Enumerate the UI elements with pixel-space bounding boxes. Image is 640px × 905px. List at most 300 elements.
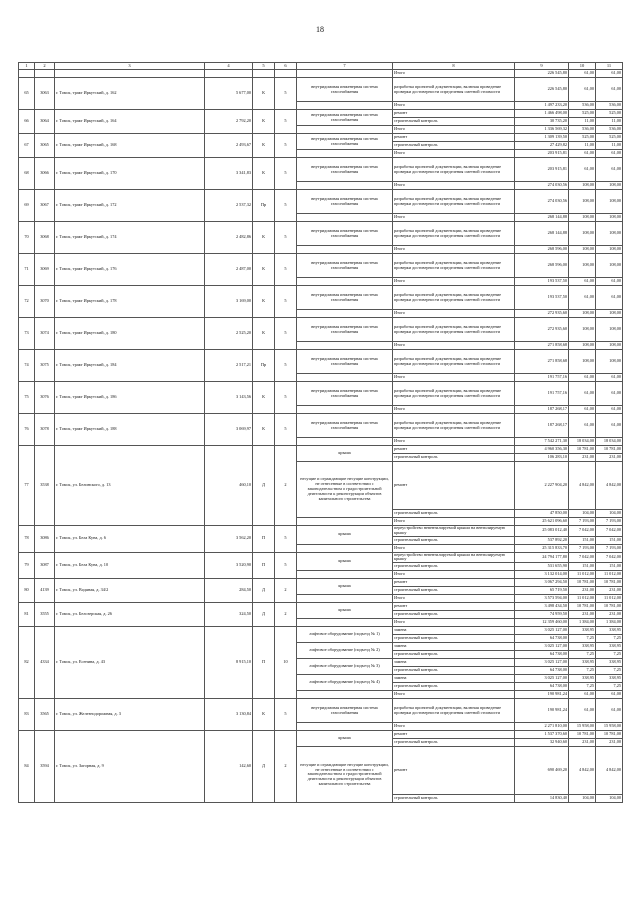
repair-system <box>297 406 393 414</box>
max-unit-cost: 108,00 <box>596 342 623 350</box>
max-unit-cost: 108,00 <box>596 310 623 318</box>
max-unit-cost: 7 042,00 <box>596 526 623 537</box>
work-type: переустройство невентилируемой крыши на вентилируемую крышу <box>393 552 515 563</box>
cost-value: 12 359 460,00 <box>515 619 569 627</box>
repair-system: внутридомовая инженерная система газоснабжения <box>297 190 393 214</box>
unit-cost: 7 193,00 <box>569 518 596 526</box>
column-number-4: 4 <box>205 63 253 70</box>
cost-value: 226 545,80 <box>515 78 569 102</box>
unit-cost: 108,00 <box>569 246 596 254</box>
unit-cost: 231,00 <box>569 611 596 619</box>
unit-cost: 61,00 <box>569 78 596 102</box>
house-row <box>19 222 623 246</box>
repair-system <box>297 310 393 318</box>
house-area: 142,60 <box>205 731 253 803</box>
unit-cost: 11,00 <box>569 118 596 126</box>
unit-cost: 7,25 <box>569 667 596 675</box>
work-type: ремонт <box>393 110 515 118</box>
max-unit-cost: 7 193,00 <box>596 518 623 526</box>
house-id: 3076 <box>35 382 55 414</box>
wall-material: К <box>253 286 275 318</box>
house-row <box>19 552 623 563</box>
unit-cost: 7,25 <box>569 635 596 643</box>
cost-value: 1 336 569,32 <box>515 126 569 134</box>
house-address: г. Томск, тракт Иркутский, д. 186 <box>55 382 205 414</box>
work-type: строительный контроль <box>393 739 515 747</box>
page-number: 18 <box>316 25 324 34</box>
empty-cell <box>253 70 275 78</box>
max-unit-cost: 61,00 <box>596 278 623 286</box>
cost-value: 64 738,00 <box>515 667 569 675</box>
cost-value: 1 497 233,20 <box>515 102 569 110</box>
work-type: Итого <box>393 126 515 134</box>
house-id: 3074 <box>35 318 55 350</box>
work-type: Итого <box>393 246 515 254</box>
work-type: Итого <box>393 691 515 699</box>
max-unit-cost: 108,00 <box>596 222 623 246</box>
work-type: замена <box>393 627 515 635</box>
unit-cost: 18 034,00 <box>569 438 596 446</box>
house-area: 8 915,10 <box>205 627 253 699</box>
empty-cell <box>35 70 55 78</box>
cost-value: 271 858,68 <box>515 342 569 350</box>
house-row <box>19 190 623 214</box>
repair-system: лифтовое оборудование (подъезд № 4) <box>297 675 393 691</box>
repair-system: крыша <box>297 552 393 571</box>
unit-cost: 108,00 <box>569 214 596 222</box>
cost-value: 3 025 127,00 <box>515 675 569 683</box>
row-number: 74 <box>19 350 35 382</box>
row-number: 69 <box>19 190 35 222</box>
cost-value: 191 757,16 <box>515 382 569 406</box>
house-id: 4334 <box>35 627 55 699</box>
work-type: ремонт <box>393 462 515 510</box>
floor-count: 5 <box>275 526 297 553</box>
work-type: Итого <box>393 310 515 318</box>
cost-value: 14 830,40 <box>515 795 569 803</box>
work-type: Итого <box>393 438 515 446</box>
floor-count: 5 <box>275 414 297 446</box>
unit-cost: 151,00 <box>569 563 596 571</box>
cost-value: 4 960 356,30 <box>515 446 569 454</box>
repair-system: крыша <box>297 446 393 462</box>
work-type: строительный контроль <box>393 536 515 544</box>
unit-cost: 7 042,00 <box>569 526 596 537</box>
wall-material: К <box>253 382 275 414</box>
house-address: г. Томск, тракт Иркутский, д. 180 <box>55 318 205 350</box>
column-number-7: 7 <box>297 63 393 70</box>
max-unit-cost: 231,00 <box>596 611 623 619</box>
wall-material: К <box>253 699 275 731</box>
unit-cost: 536,00 <box>569 126 596 134</box>
max-unit-cost: 61,00 <box>596 286 623 310</box>
max-unit-cost: 104,00 <box>596 510 623 518</box>
house-id: 3075 <box>35 350 55 382</box>
floor-count: 5 <box>275 134 297 158</box>
house-row <box>19 254 623 278</box>
house-address: г. Томск, тракт Иркутский, д. 172 <box>55 190 205 222</box>
max-unit-cost: 61,00 <box>596 691 623 699</box>
floor-count: 5 <box>275 318 297 350</box>
repair-system: крыша <box>297 526 393 545</box>
unit-cost: 7 193,00 <box>569 544 596 552</box>
house-row <box>19 603 623 611</box>
house-id: 3594 <box>35 731 55 803</box>
repair-system: крыша <box>297 731 393 747</box>
repair-system: внутридомовая инженерная система газоснабжения <box>297 110 393 126</box>
cost-value: 531 655,90 <box>515 563 569 571</box>
max-unit-cost: 61,00 <box>596 699 623 723</box>
house-row <box>19 286 623 310</box>
floor-count: 5 <box>275 382 297 414</box>
repair-system: внутридомовая инженерная система газоснабжения <box>297 134 393 150</box>
max-unit-cost: 11 012,00 <box>596 571 623 579</box>
house-id: 3070 <box>35 286 55 318</box>
cost-value: 30 735,20 <box>515 118 569 126</box>
empty-cell <box>205 70 253 78</box>
repair-system <box>297 102 393 110</box>
unit-cost: 10 781,00 <box>569 446 596 454</box>
repair-system: несущие и ограждающие несущие конструкции, не отнесенные в соответствии с законодательством о градостроительной деятельности к реконструкции объектов капитального строительства <box>297 747 393 803</box>
unit-cost: 231,00 <box>569 454 596 462</box>
cost-value: 106 283,10 <box>515 454 569 462</box>
floor-count: 5 <box>275 552 297 579</box>
cost-value: 268 596,00 <box>515 246 569 254</box>
cost-value: 47 850,00 <box>515 510 569 518</box>
max-unit-cost: 525,00 <box>596 110 623 118</box>
work-type: Итого <box>393 102 515 110</box>
unit-cost: 61,00 <box>569 150 596 158</box>
house-area: 284,50 <box>205 579 253 603</box>
repair-system: внутридомовая инженерная система газоснабжения <box>297 382 393 406</box>
max-unit-cost: 7,25 <box>596 635 623 643</box>
work-type: ремонт <box>393 603 515 611</box>
column-number-11: 11 <box>596 63 623 70</box>
cost-value: 537 892,20 <box>515 536 569 544</box>
cost-value: 1 309 139,50 <box>515 134 569 142</box>
unit-cost: 11 012,00 <box>569 571 596 579</box>
max-unit-cost: 108,00 <box>596 246 623 254</box>
cost-value: 64 738,00 <box>515 683 569 691</box>
cost-value: 27 429,82 <box>515 142 569 150</box>
house-row <box>19 446 623 454</box>
max-unit-cost: 10 781,00 <box>596 446 623 454</box>
house-id: 3065 <box>35 134 55 158</box>
max-unit-cost: 1 384,00 <box>596 619 623 627</box>
unit-cost: 10 781,00 <box>569 579 596 587</box>
wall-material: К <box>253 110 275 134</box>
house-area: 5 677,00 <box>205 78 253 110</box>
cost-value: 1 466 498,00 <box>515 110 569 118</box>
unit-cost: 108,00 <box>569 342 596 350</box>
house-area: 2 537,32 <box>205 190 253 222</box>
work-type: Итого <box>393 342 515 350</box>
cost-value: 203 915,81 <box>515 158 569 182</box>
house-area: 2 487,00 <box>205 254 253 286</box>
floor-count: 5 <box>275 254 297 286</box>
row-number: 78 <box>19 526 35 553</box>
unit-cost: 104,00 <box>569 510 596 518</box>
cost-value: 271 858,68 <box>515 350 569 374</box>
max-unit-cost: 18 034,00 <box>596 438 623 446</box>
unit-cost: 61,00 <box>569 278 596 286</box>
cost-value: 25 621 096,60 <box>515 518 569 526</box>
cost-value: 191 757,16 <box>515 374 569 382</box>
work-type: разработка проектной документации, включая проведение проверки достоверности определения сметной стоимости <box>393 254 515 278</box>
repair-system <box>297 374 393 382</box>
house-area: 3 143,56 <box>205 382 253 414</box>
unit-cost: 338,95 <box>569 659 596 667</box>
max-unit-cost: 108,00 <box>596 350 623 374</box>
cost-value: 64 738,00 <box>515 635 569 643</box>
floor-count: 5 <box>275 78 297 110</box>
cost-value: 268 596,00 <box>515 254 569 278</box>
cost-value: 64 738,00 <box>515 651 569 659</box>
unit-cost: 231,00 <box>569 587 596 595</box>
cost-value: 187 268,17 <box>515 406 569 414</box>
row-number: 65 <box>19 78 35 110</box>
work-type: ремонт <box>393 446 515 454</box>
row-number: 81 <box>19 603 35 627</box>
row-number: 71 <box>19 254 35 286</box>
cost-value: 226 545,80 <box>515 70 569 78</box>
house-area: 3 562,20 <box>205 526 253 553</box>
unit-cost: 108,00 <box>569 222 596 246</box>
unit-cost: 525,00 <box>569 134 596 142</box>
work-type: замена <box>393 675 515 683</box>
wall-material: К <box>253 318 275 350</box>
repair-system <box>297 619 393 627</box>
repair-system <box>297 691 393 699</box>
unit-cost: 108,00 <box>569 182 596 190</box>
house-id: 3066 <box>35 158 55 190</box>
unit-cost: 11,00 <box>569 142 596 150</box>
floor-count: 5 <box>275 222 297 254</box>
max-unit-cost: 61,00 <box>596 414 623 438</box>
floor-count: 2 <box>275 579 297 603</box>
work-type: замена <box>393 643 515 651</box>
unit-cost: 10 781,00 <box>569 603 596 611</box>
unit-cost: 61,00 <box>569 382 596 406</box>
max-unit-cost: 151,00 <box>596 563 623 571</box>
cost-value: 3 025 127,00 <box>515 659 569 667</box>
max-unit-cost: 338,95 <box>596 627 623 635</box>
empty-cell <box>19 70 35 78</box>
house-row <box>19 731 623 739</box>
row-number: 84 <box>19 731 35 803</box>
cost-value: 24 794 177,80 <box>515 552 569 563</box>
row-number: 76 <box>19 414 35 446</box>
house-area: 2 493,67 <box>205 134 253 158</box>
house-address: г. Томск, тракт Иркутский, д. 174 <box>55 222 205 254</box>
house-area: 3 130,84 <box>205 699 253 731</box>
max-unit-cost: 61,00 <box>596 150 623 158</box>
max-unit-cost: 525,00 <box>596 134 623 142</box>
house-id: 3063 <box>35 78 55 110</box>
wall-material: Д <box>253 731 275 803</box>
unit-cost: 61,00 <box>569 414 596 438</box>
house-row <box>19 526 623 537</box>
floor-count: 5 <box>275 158 297 190</box>
unit-cost: 4 842,00 <box>569 462 596 510</box>
repair-system: внутридомовая инженерная система газоснабжения <box>297 254 393 278</box>
repair-system <box>297 214 393 222</box>
cost-value: 7 542 271,30 <box>515 438 569 446</box>
max-unit-cost: 104,00 <box>596 795 623 803</box>
row-number: 77 <box>19 446 35 526</box>
repair-system: несущие и ограждающие несущие конструкции, не отнесенные в соответствии с законодательством о градостроительной деятельности к реконструкции объектов капитального строительства <box>297 462 393 518</box>
cost-value: 193 537,50 <box>515 286 569 310</box>
house-address: г. Томск, ул. Бела Куна, д. 6 <box>55 526 205 553</box>
unit-cost: 61,00 <box>569 699 596 723</box>
work-type: ремонт <box>393 747 515 795</box>
max-unit-cost: 4 842,00 <box>596 462 623 510</box>
cost-value: 190 981,24 <box>515 691 569 699</box>
max-unit-cost: 11,00 <box>596 142 623 150</box>
house-area: 2 482,86 <box>205 222 253 254</box>
wall-material: К <box>253 414 275 446</box>
cost-value: 3 067 294,50 <box>515 579 569 587</box>
row-number: 73 <box>19 318 35 350</box>
max-unit-cost: 108,00 <box>596 190 623 214</box>
cost-value: 268 144,88 <box>515 222 569 246</box>
max-unit-cost: 7,25 <box>596 683 623 691</box>
column-number-3: 3 <box>55 63 205 70</box>
work-type: строительный контроль <box>393 510 515 518</box>
cost-value: 25 083 012,40 <box>515 526 569 537</box>
cost-value: 3 498 434,50 <box>515 603 569 611</box>
work-type: разработка проектной документации, включая проведение проверки достоверности определения сметной стоимости <box>393 414 515 438</box>
cost-value: 3 025 127,00 <box>515 627 569 635</box>
max-unit-cost: 4 842,00 <box>596 747 623 795</box>
house-id: 3555 <box>35 603 55 627</box>
cost-value: 74 959,50 <box>515 611 569 619</box>
work-type: Итого <box>393 150 515 158</box>
row-number: 66 <box>19 110 35 134</box>
repair-system: внутридомовая инженерная система газоснабжения <box>297 286 393 310</box>
house-address: г. Томск, ул. Белинского, д. 13 <box>55 446 205 526</box>
house-row <box>19 134 623 142</box>
repair-system <box>297 544 393 552</box>
house-row <box>19 158 623 182</box>
house-id: 3078 <box>35 414 55 446</box>
wall-material: К <box>253 158 275 190</box>
repair-system: внутридомовая инженерная система газоснабжения <box>297 318 393 342</box>
work-type: Итого <box>393 544 515 552</box>
max-unit-cost: 10 781,00 <box>596 579 623 587</box>
work-type: строительный контроль <box>393 587 515 595</box>
row-number: 79 <box>19 552 35 579</box>
unit-cost: 338,95 <box>569 675 596 683</box>
unit-cost: 15 958,00 <box>569 723 596 731</box>
house-address: г. Томск, тракт Иркутский, д. 188 <box>55 414 205 446</box>
work-type: Итого <box>393 278 515 286</box>
repair-system: лифтовое оборудование (подъезд № 3) <box>297 659 393 675</box>
work-type: разработка проектной документации, включая проведение проверки достоверности определения сметной стоимости <box>393 158 515 182</box>
max-unit-cost: 61,00 <box>596 382 623 406</box>
wall-material: К <box>253 134 275 158</box>
wall-material: Пр <box>253 350 275 382</box>
unit-cost: 338,95 <box>569 643 596 651</box>
house-address: г. Томск, тракт Иркутский, д. 170 <box>55 158 205 190</box>
house-row <box>19 78 623 102</box>
house-address: г. Томск, тракт Иркутский, д. 178 <box>55 286 205 318</box>
cost-value: 32 940,60 <box>515 739 569 747</box>
repair-system <box>297 150 393 158</box>
house-row <box>19 699 623 723</box>
cost-value: 3 132 014,00 <box>515 571 569 579</box>
repair-system: внутридомовая инженерная система газоснабжения <box>297 350 393 374</box>
max-unit-cost: 231,00 <box>596 454 623 462</box>
cost-value: 2 271 810,00 <box>515 723 569 731</box>
house-address: г. Томск, ул. Загорная, д. 9 <box>55 731 205 803</box>
house-address: г. Томск, тракт Иркутский, д. 162 <box>55 78 205 110</box>
max-unit-cost: 7,25 <box>596 651 623 659</box>
max-unit-cost: 108,00 <box>596 254 623 278</box>
repair-system <box>297 571 393 579</box>
wall-material: К <box>253 222 275 254</box>
house-id: 4139 <box>35 579 55 603</box>
row-number: 82 <box>19 627 35 699</box>
repair-system: лифтовое оборудование (подъезд № 1) <box>297 627 393 643</box>
row-number: 70 <box>19 222 35 254</box>
max-unit-cost: 11 012,00 <box>596 595 623 603</box>
repair-system: внутридомовая инженерная система газоснабжения <box>297 78 393 102</box>
empty-cell <box>55 70 205 78</box>
floor-count: 2 <box>275 446 297 526</box>
empty-cell <box>297 70 393 78</box>
unit-cost: 61,00 <box>569 374 596 382</box>
floor-count: 5 <box>275 286 297 318</box>
repair-system: лифтовое оборудование (подъезд № 2) <box>297 643 393 659</box>
repair-system: крыша <box>297 579 393 595</box>
row-number: 72 <box>19 286 35 318</box>
wall-material: Д <box>253 579 275 603</box>
total-row <box>19 70 623 78</box>
max-unit-cost: 61,00 <box>596 406 623 414</box>
max-unit-cost: 7 193,00 <box>596 544 623 552</box>
unit-cost: 151,00 <box>569 536 596 544</box>
floor-count: 10 <box>275 627 297 699</box>
work-type: переустройство невентилируемой крыши на вентилируемую крышу <box>393 526 515 537</box>
house-area: 3 341,83 <box>205 158 253 190</box>
cost-value: 3 025 127,00 <box>515 643 569 651</box>
work-type: строительный контроль <box>393 651 515 659</box>
max-unit-cost: 10 781,00 <box>596 731 623 739</box>
repair-system <box>297 595 393 603</box>
floor-count: 5 <box>275 699 297 731</box>
house-address: г. Томск, ул. Железнодорожная, д. 3 <box>55 699 205 731</box>
work-type: разработка проектной документации, включая проведение проверки достоверности определения сметной стоимости <box>393 382 515 406</box>
work-type: строительный контроль <box>393 611 515 619</box>
repair-system: внутридомовая инженерная система газоснабжения <box>297 158 393 182</box>
work-type: разработка проектной документации, включая проведение проверки достоверности определения сметной стоимости <box>393 286 515 310</box>
max-unit-cost: 108,00 <box>596 318 623 342</box>
work-type: строительный контроль <box>393 795 515 803</box>
wall-material: Д <box>253 603 275 627</box>
wall-material: П <box>253 627 275 699</box>
unit-cost: 61,00 <box>569 691 596 699</box>
unit-cost: 61,00 <box>569 158 596 182</box>
house-id: 3087 <box>35 552 55 579</box>
house-row <box>19 350 623 374</box>
house-address: г. Томск, тракт Иркутский, д. 168 <box>55 134 205 158</box>
row-number: 67 <box>19 134 35 158</box>
max-unit-cost: 61,00 <box>596 78 623 102</box>
cost-value: 65 719,50 <box>515 587 569 595</box>
column-number-9: 9 <box>515 63 569 70</box>
work-type: ремонт <box>393 579 515 587</box>
